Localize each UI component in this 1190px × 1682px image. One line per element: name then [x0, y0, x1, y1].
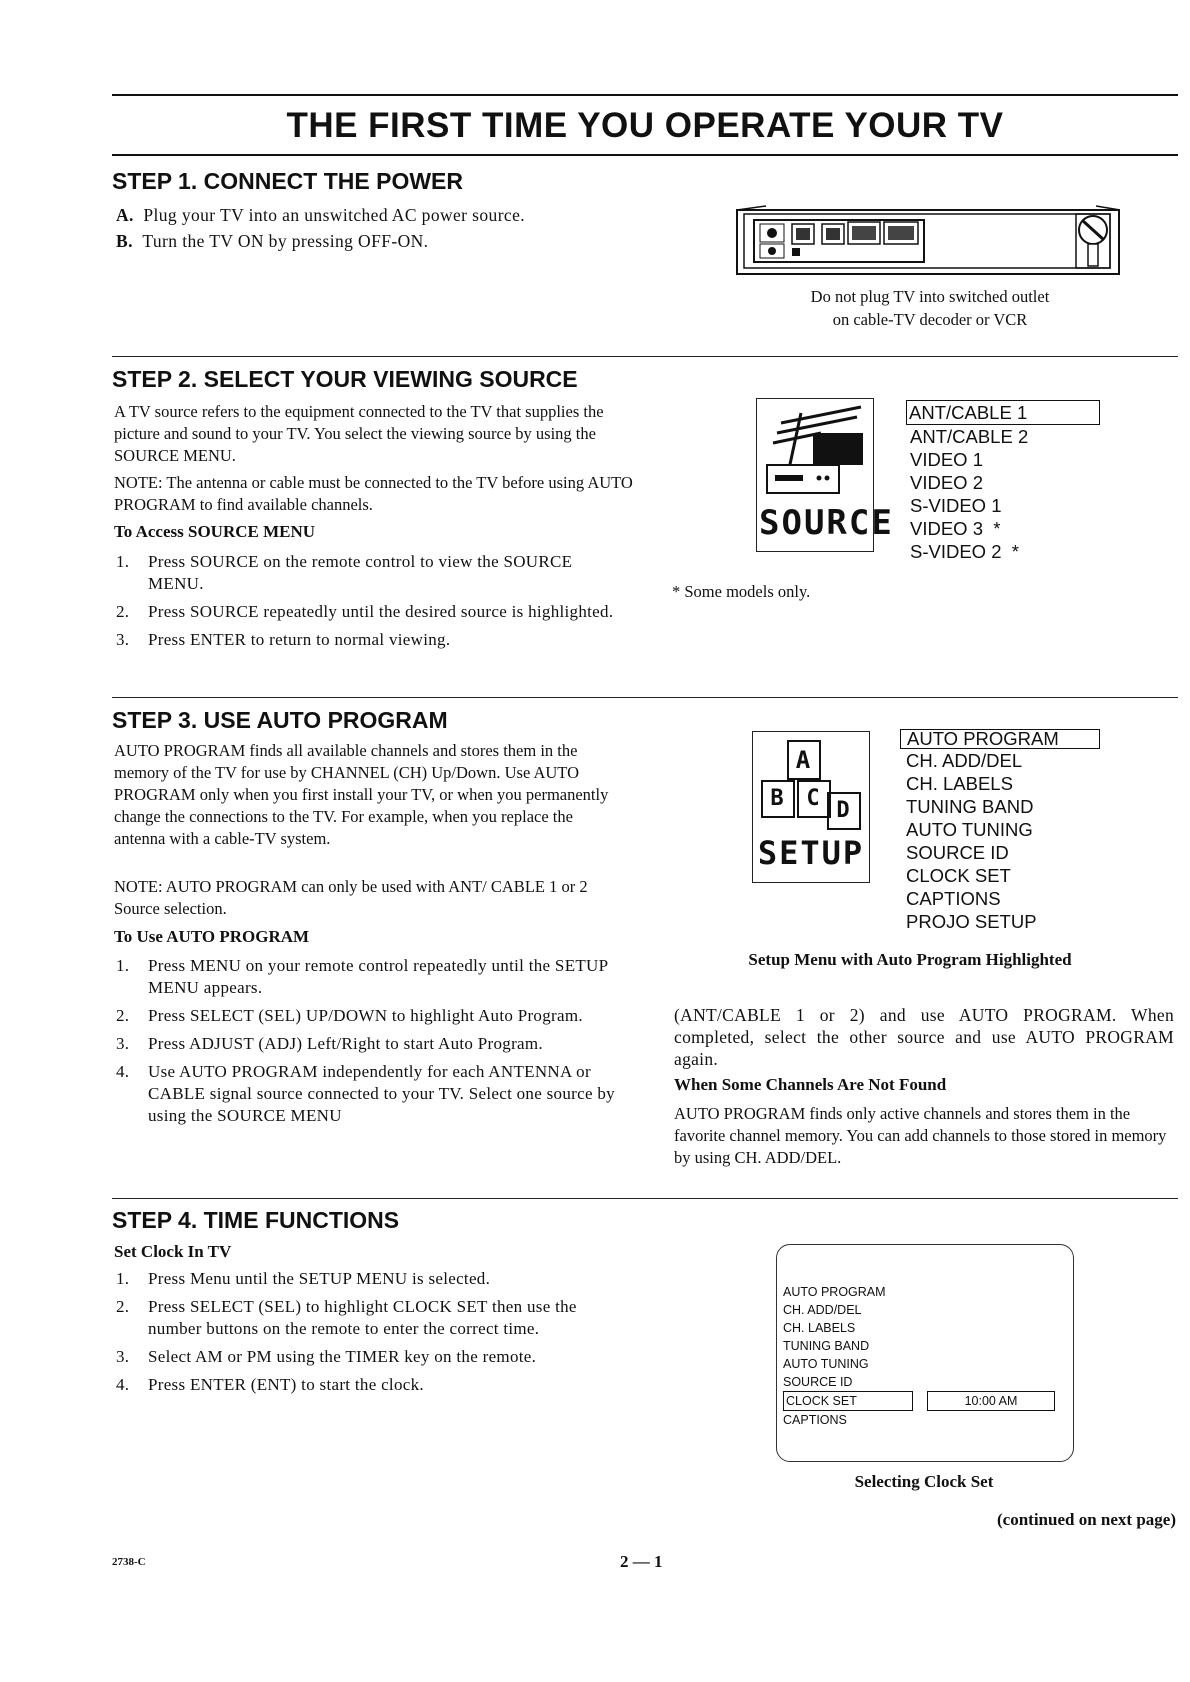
- item-marker: A.: [116, 205, 134, 225]
- tv-screen-illustration: [776, 1244, 1074, 1462]
- step1-heading: STEP 1. CONNECT THE POWER: [112, 168, 464, 194]
- setup-menu-item: TUNING BAND: [906, 796, 1034, 817]
- step3-subheading: To Use AUTO PROGRAM: [114, 927, 310, 946]
- step3-intro: AUTO PROGRAM finds all available channels and stores them in the memory of the TV for use by CHANNEL (CH) Up/Down. Use AUTO PROGRAM only when you first install your TV, or when you permanently change the connections to the TV. For example, when you replace the antenna with a cable-TV system.: [114, 741, 609, 848]
- item-marker: B.: [116, 231, 133, 251]
- page-number: 2 — 1: [620, 1552, 663, 1571]
- antenna-vcr-icon: [761, 403, 869, 499]
- item-text: Turn the TV ON by pressing OFF-ON.: [142, 231, 429, 251]
- setup-menu-item: CH. LABELS: [906, 773, 1013, 794]
- caption-line: on cable-TV decoder or VCR: [832, 310, 1028, 329]
- setup-block-d: D: [827, 792, 861, 830]
- setup-block-a: A: [787, 740, 821, 780]
- setup-menu-item: AUTO TUNING: [906, 819, 1033, 840]
- list-item: 2. Press SOURCE repeatedly until the desired source is highlighted.: [116, 602, 614, 621]
- source-menu-item: VIDEO 2: [910, 472, 983, 493]
- source-menu-item: S-VIDEO 1: [910, 495, 1002, 516]
- list-item: 3. Press ENTER to return to normal viewing.: [116, 630, 451, 649]
- footer-code: 2738-C: [112, 1556, 146, 1568]
- source-icon-box: [756, 398, 894, 552]
- list-item: 3. Select AM or PM using the TIMER key on the remote.: [116, 1347, 537, 1366]
- step1-item-b: [116, 230, 428, 252]
- top-rule: [112, 94, 1178, 96]
- continued-note: (continued on next page): [997, 1510, 1176, 1529]
- screen-menu-item-selected: CLOCK SET: [783, 1391, 913, 1411]
- setup-menu-caption: Setup Menu with Auto Program Highlighted: [748, 950, 1072, 969]
- step3-sub2-text: AUTO PROGRAM finds only active channels and stores them in the favorite channel memory. You can add channels to those stored in memory by using CH. ADD/DEL.: [674, 1104, 1167, 1167]
- setup-icon-box: [752, 731, 870, 883]
- source-footnote: * Some models only.: [672, 582, 811, 601]
- screen-menu-item: TUNING BAND: [783, 1339, 870, 1353]
- screen-menu-item: CAPTIONS: [783, 1413, 847, 1427]
- screen-menu: [783, 1283, 913, 1429]
- screen-menu-item: CH. LABELS: [783, 1321, 856, 1335]
- step3-steps: [112, 955, 632, 1133]
- screen-menu-item: SOURCE ID: [783, 1375, 853, 1389]
- setup-block-c: C: [797, 780, 831, 818]
- step2-steps: [112, 551, 632, 657]
- step3-subheading-2: When Some Channels Are Not Found: [674, 1075, 947, 1094]
- setup-menu-item: CAPTIONS: [906, 888, 1001, 909]
- step4-steps: [112, 1268, 632, 1402]
- list-item: 3. Press ADJUST (ADJ) Left/Right to start Auto Program.: [116, 1034, 543, 1053]
- step3-note: NOTE: AUTO PROGRAM can only be used with ANT/ CABLE 1 or 2 Source selection.: [114, 877, 588, 918]
- title-rule: [112, 154, 1178, 156]
- setup-icon-label: SETUP: [757, 834, 865, 872]
- step-divider: [112, 356, 1178, 357]
- step4-subheading: Set Clock In TV: [114, 1242, 232, 1261]
- setup-menu: [900, 729, 1100, 933]
- list-item: 1. Press SOURCE on the remote control to view the SOURCE MENU.: [116, 552, 573, 593]
- step2-note: NOTE: The antenna or cable must be connected to the TV before using AUTO PROGRAM to find available channels.: [114, 473, 633, 514]
- list-item: 1. Press MENU on your remote control repeatedly until the SETUP MENU appears.: [116, 956, 608, 997]
- step1-item-a: [116, 204, 525, 226]
- caption-line: Do not plug TV into switched outlet: [810, 287, 1050, 306]
- step4-heading: STEP 4. TIME FUNCTIONS: [112, 1207, 400, 1233]
- item-text: Plug your TV into an unswitched AC power source.: [143, 205, 526, 225]
- source-menu-item-selected: ANT/CABLE 1: [906, 400, 1100, 425]
- step-divider: [112, 1198, 1178, 1199]
- clock-value-field: 10:00 AM: [927, 1391, 1055, 1411]
- list-item: 4. Use AUTO PROGRAM independently for each ANTENNA or CABLE signal source connected to your TV. Select one source by using the SOURCE MENU: [116, 1062, 615, 1125]
- step2-heading: STEP 2. SELECT YOUR VIEWING SOURCE: [112, 366, 578, 392]
- setup-menu-item: CH. ADD/DEL: [906, 750, 1023, 771]
- source-menu-item: S-VIDEO 2 *: [910, 541, 1019, 562]
- setup-menu-item: CLOCK SET: [906, 865, 1011, 886]
- step2-intro: A TV source refers to the equipment connected to the TV that supplies the picture and sound to your TV. You select the viewing source by using the SOURCE MENU.: [114, 402, 604, 465]
- page-title: THE FIRST TIME YOU OPERATE YOUR TV: [286, 106, 1004, 145]
- source-menu: [906, 400, 1100, 563]
- step-divider: [112, 697, 1178, 698]
- screen-menu-item: AUTO TUNING: [783, 1357, 869, 1371]
- screen-menu-item: AUTO PROGRAM: [783, 1285, 886, 1299]
- list-item: 4. Press ENTER (ENT) to start the clock.: [116, 1375, 424, 1394]
- source-menu-item: ANT/CABLE 2: [910, 426, 1029, 447]
- setup-menu-item-selected: AUTO PROGRAM: [900, 729, 1100, 749]
- source-menu-item: VIDEO 3 *: [910, 518, 1001, 539]
- step3-heading: STEP 3. USE AUTO PROGRAM: [112, 707, 448, 733]
- step2-subheading: To Access SOURCE MENU: [114, 522, 316, 541]
- source-icon-label: SOURCE: [759, 503, 894, 543]
- list-item: 2. Press SELECT (SEL) UP/DOWN to highlight Auto Program.: [116, 1006, 583, 1025]
- tv-power-panel-illustration: [736, 204, 1126, 280]
- setup-menu-item: PROJO SETUP: [906, 911, 1037, 932]
- setup-menu-item: SOURCE ID: [906, 842, 1009, 863]
- list-item: 1. Press Menu until the SETUP MENU is selected.: [116, 1269, 491, 1288]
- list-item: 2. Press SELECT (SEL) to highlight CLOCK SET then use the number buttons on the remote to enter the correct time.: [116, 1297, 577, 1338]
- screen-caption: Selecting Clock Set: [854, 1472, 994, 1491]
- source-menu-item: VIDEO 1: [910, 449, 983, 470]
- screen-menu-item: CH. ADD/DEL: [783, 1303, 862, 1317]
- step3-continued-text: (ANT/CABLE 1 or 2) and use AUTO PROGRAM. When completed, select the other source and use AUTO PROGRAM again.: [674, 1005, 1174, 1069]
- step1-figure-caption: [760, 285, 1100, 331]
- setup-block-b: B: [761, 780, 795, 818]
